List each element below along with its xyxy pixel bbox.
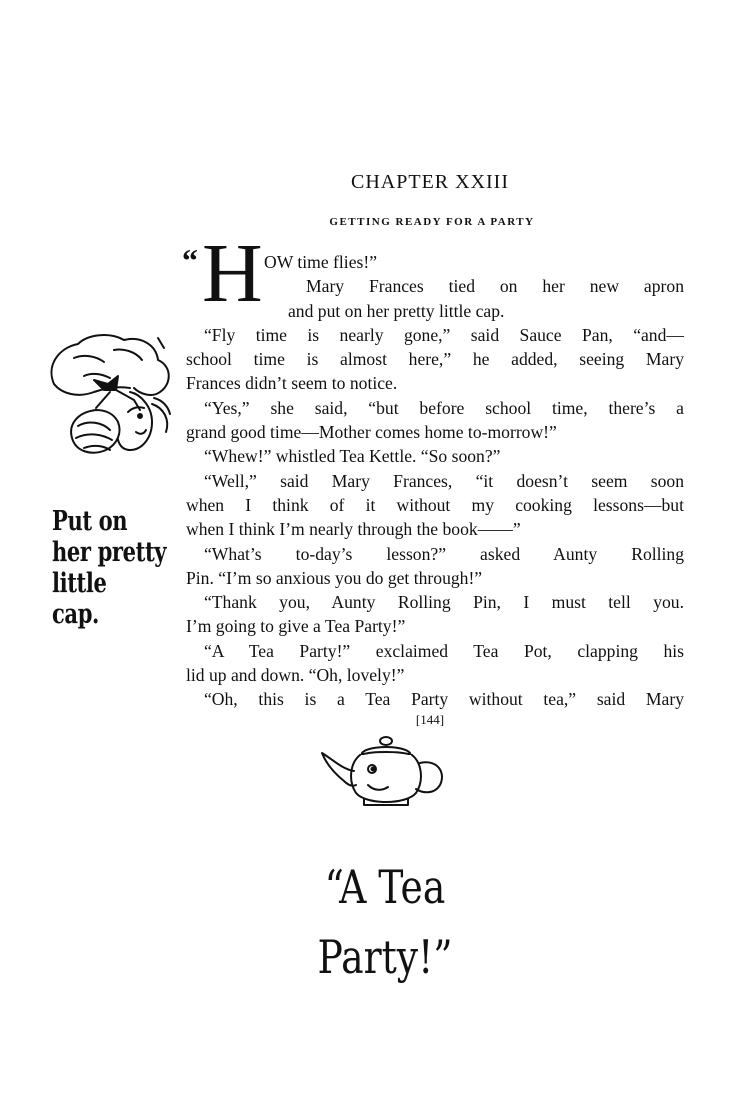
- text-line: “Thank you, Aunty Rolling Pin, I must tell you.: [204, 592, 684, 613]
- text-line: “Whew!” whistled Tea Kettle. “So soon?”: [204, 446, 501, 467]
- page-number: [144]: [415, 712, 445, 727]
- bottom-caption: “A Tea Party!”: [317, 860, 453, 984]
- text-line: lid up and down. “Oh, lovely!”: [186, 665, 405, 686]
- chapter-heading: CHAPTER XXIII: [351, 171, 509, 193]
- drop-cap-letter: H: [202, 227, 263, 320]
- text-line: OW time flies!”: [264, 252, 378, 272]
- side-caption-line: cap.: [52, 599, 99, 630]
- drop-cap-quote: “: [182, 242, 198, 278]
- side-caption-line: Put on: [52, 506, 128, 537]
- text-line: Frances didn’t seem to notice.: [186, 373, 398, 394]
- body-text: [186, 250, 684, 712]
- text-line: Pin. “I’m so anxious you do get through!”: [186, 567, 483, 588]
- text-line: “A Tea Party!” exclaimed Tea Pot, clapping his: [204, 640, 684, 661]
- teapot-illustration: [316, 733, 456, 813]
- text-line: when I think I’m nearly through the book——”: [186, 519, 521, 540]
- side-caption: [52, 506, 167, 630]
- section-heading: GETTING READY FOR A PARTY: [329, 216, 535, 228]
- text-line: grand good time—Mother comes home to-morrow!”: [186, 422, 557, 443]
- side-caption-line: little: [52, 568, 107, 599]
- text-line: I’m going to give a Tea Party!”: [186, 616, 406, 637]
- text-line: “Yes,” she said, “but before school time, there’s a: [204, 397, 684, 418]
- text-line: “What’s to-day’s lesson?” asked Aunty Rolling: [204, 543, 684, 564]
- text-line: when I think of it without my cooking lessons—but: [186, 494, 684, 515]
- side-caption-line: her pretty: [52, 537, 167, 568]
- text-line: and put on her pretty little cap.: [288, 300, 505, 321]
- text-line: Mary Frances tied on her new apron: [306, 276, 684, 297]
- girl-with-cap-illustration: [44, 328, 184, 488]
- text-line: “Oh, this is a Tea Party without tea,” said Mary: [204, 689, 684, 710]
- text-line: “Fly time is nearly gone,” said Sauce Pan, “and—: [204, 324, 684, 345]
- text-line: school time is almost here,” he added, seeing Mary: [186, 349, 684, 370]
- text-line: “Well,” said Mary Frances, “it doesn’t seem soon: [204, 470, 684, 491]
